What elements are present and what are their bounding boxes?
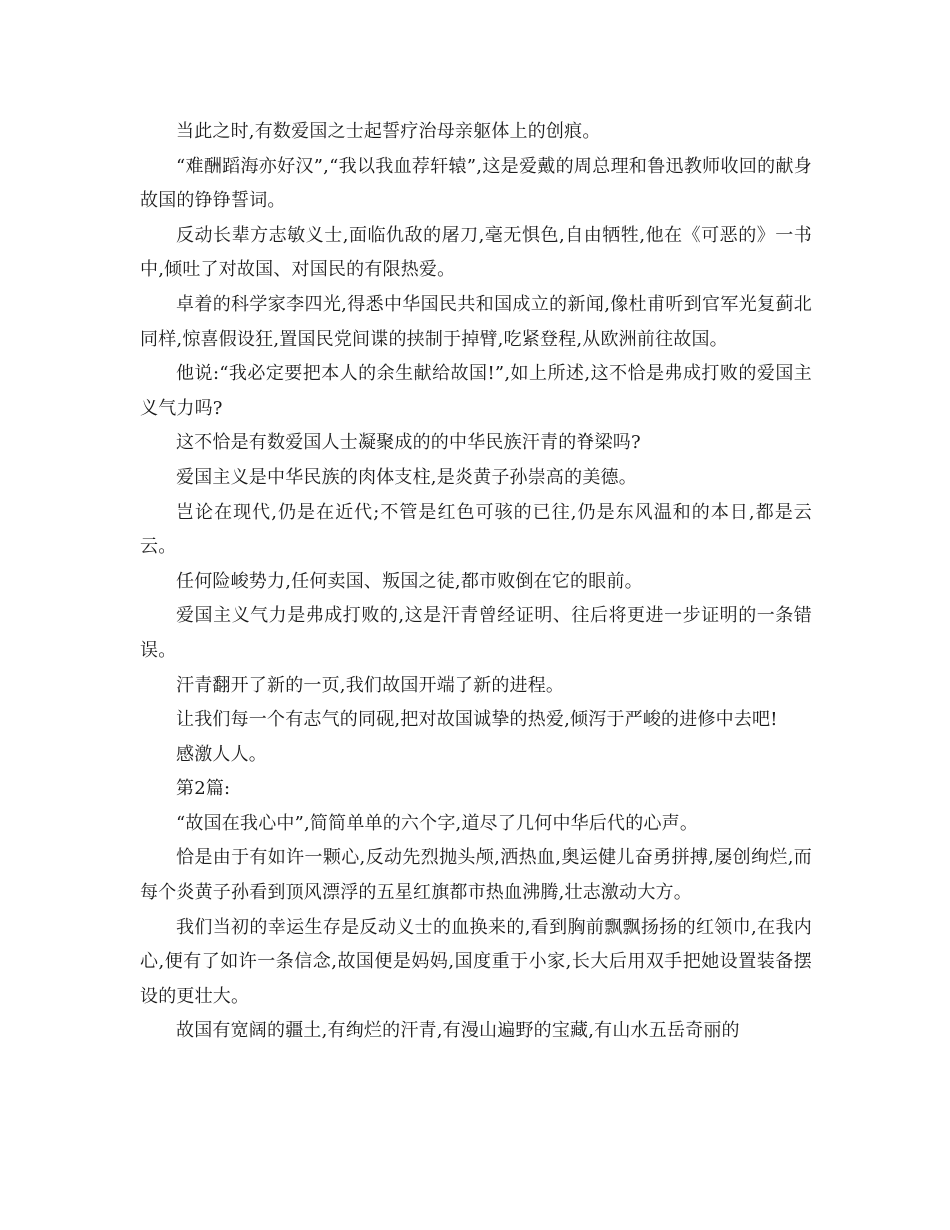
paragraph: 岂论在现代,仍是在近代;不管是红色可骇的已往,仍是东风温和的本日,都是云云。 [140, 501, 812, 558]
paragraph: “故国在我心中”,简简单单的六个字,道尽了几何中华后代的心声。 [176, 812, 699, 834]
paragraph: 反动长辈方志敏义士,面临仇敌的屠刀,毫无惧色,自由牺牲,他在《可恶的》一书中,倾吐了对故国、对国民的有限热爱。 [140, 224, 812, 281]
paragraph: 让我们每一个有志气的同砚,把对故国诚挚的热爱,倾泻于严峻的进修中去吧! [176, 709, 778, 731]
section-heading: 第2篇: [176, 778, 231, 800]
paragraph: 爱国主义气力是弗成打败的,这是汗青曾经证明、往后将更进一步证明的一条错误。 [140, 605, 812, 661]
paragraph: 汗青翻开了新的一页,我们故国开端了新的进程。 [176, 674, 565, 696]
paragraph: 卓着的科学家李四光,得悉中华国民共和国成立的新闻,像杜甫听到官军光复蓟北同样,惊喜假设狂,置国民党间谍的挟制于掉臂,吃紧登程,从欧洲前往故国。 [140, 293, 812, 350]
paragraph: “难酬蹈海亦好汉”,“我以我血荐轩辕”,这是爱戴的周总理和鲁迅教师收回的献身故国的铮铮誓词。 [140, 155, 812, 212]
paragraph: 故国有宽阔的疆土,有绚烂的汗青,有漫山遍野的宝藏,有山水五岳奇丽的 [176, 1020, 740, 1042]
paragraph: 这不恰是有数爱国人士凝聚成的的中华民族汗青的脊梁吗? [176, 432, 641, 454]
paragraph: 我们当初的幸运生存是反动义士的血换来的,看到胸前飘飘扬扬的红领巾,在我内心,便有了如许一条信念,故国便是妈妈,国度重于小家,长大后用双手把她设置装备摆设的更壮大。 [140, 916, 812, 1007]
paragraph: 恰是由于有如许一颗心,反动先烈抛头颅,洒热血,奥运健儿奋勇拼搏,屡创绚烂,而每个炎黄子孙看到顶风漂浮的五星红旗都市热血沸腾,壮志激动大方。 [140, 847, 812, 904]
paragraph: 爱国主义是中华民族的肉体支柱,是炎黄子孙崇高的美德。 [176, 466, 637, 488]
paragraph: 任何险峻势力,任何卖国、叛国之徒,都市败倒在它的眼前。 [176, 570, 643, 592]
paragraph: 当此之时,有数爱国之士起誓疗治母亲躯体上的创痕。 [176, 121, 601, 142]
document-body [140, 115, 812, 1049]
paragraph: 他说:“我必定要把本人的余生献给故国!”,如上所述,这不恰是弗成打败的爱国主义气力吗? [140, 363, 812, 419]
paragraph: 感激人人。 [176, 743, 267, 765]
